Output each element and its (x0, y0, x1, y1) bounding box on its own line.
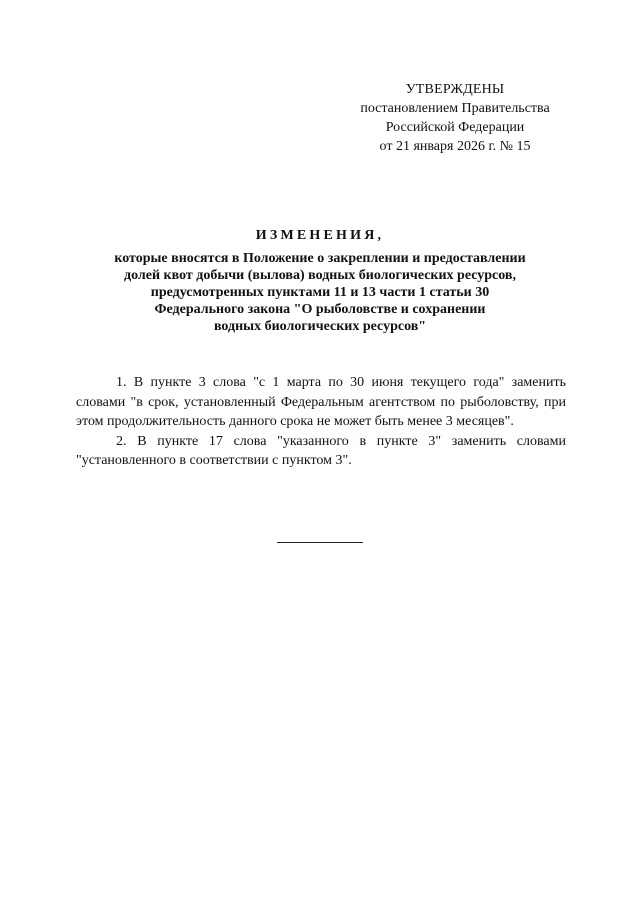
subtitle-line-5: водных биологических ресурсов" (213, 319, 427, 334)
document-title: ИЗМЕНЕНИЯ, (255, 228, 385, 243)
paragraph-1: 1. В пункте 3 слова "с 1 марта по 30 июня текущего года" заменить словами "в срок, установленный Федеральным агентством по рыболовству, при этом продолжительность данного срока не может быть менее 3 месяцев". (76, 375, 566, 430)
subtitle-line-3: предусмотренных пунктами 11 и 13 части 1 статьи 30 (150, 285, 490, 300)
approval-title: УТВЕРЖДЕНЫ (405, 82, 505, 97)
document-body (76, 373, 566, 471)
document-heading (60, 226, 580, 335)
paragraph-2: 2. В пункте 17 слова "указанного в пункте 3" заменить словами "установленного в соответствии с пунктом 3". (76, 433, 566, 469)
closing-separator-line (277, 542, 363, 543)
approval-line-1: постановлением Правительства (360, 101, 550, 116)
approval-block (330, 80, 580, 156)
approval-line-2: Российской Федерации (385, 120, 525, 135)
subtitle-line-1: которые вносятся в Положение о закреплении и предоставлении (114, 251, 526, 266)
approval-line-3: от 21 января 2026 г. № 15 (379, 139, 531, 154)
subtitle-line-2: долей квот добычи (вылова) водных биологических ресурсов, (124, 268, 516, 283)
subtitle-line-4: Федерального закона "О рыболовстве и сохранении (154, 302, 486, 317)
